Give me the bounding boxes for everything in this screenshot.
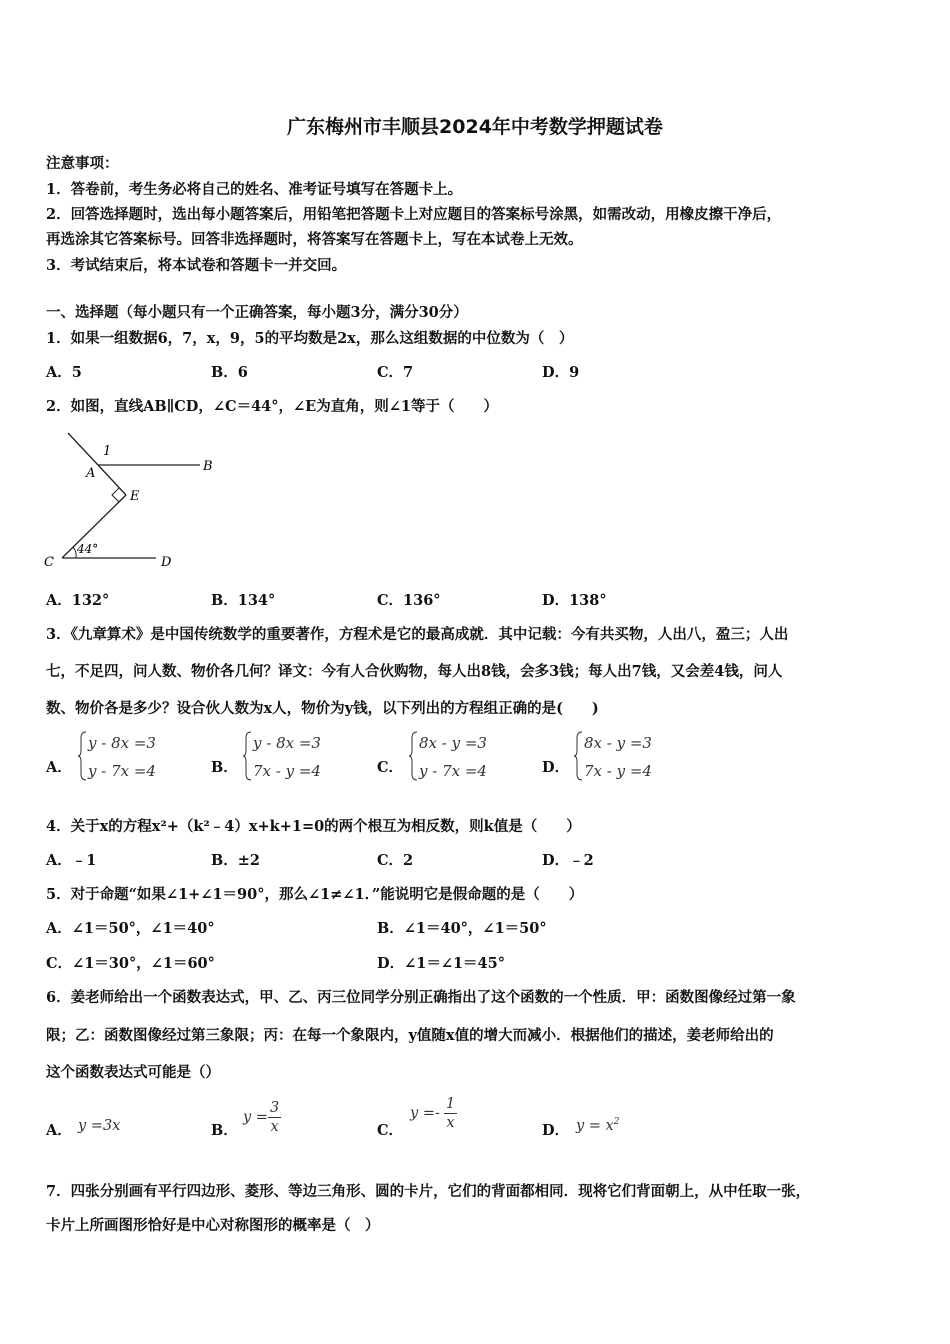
q6-option-c-expr bbox=[410, 1095, 457, 1132]
q6-option-a-label: A． bbox=[46, 1122, 72, 1139]
notice-item-3: 3．考试结束后，将本试卷和答题卡一并交回。 bbox=[46, 257, 347, 274]
q5-option-d: D．∠1＝∠1＝45° bbox=[377, 955, 505, 972]
fig-right-angle-mark bbox=[112, 488, 126, 502]
q6-option-b-label: B． bbox=[211, 1122, 238, 1139]
q1-option-a: A．5 bbox=[46, 364, 82, 381]
q3-option-b-label: B． bbox=[211, 759, 238, 776]
fig-label-a: A bbox=[86, 466, 96, 481]
q6-b-lhs: y = bbox=[243, 1109, 268, 1126]
q6-b-numerator: 3 bbox=[269, 1100, 280, 1116]
notice-item-1: 1．答卷前，考生务必将自己的姓名、准考证号填写在答题卡上。 bbox=[46, 181, 463, 198]
q3-option-a-label: A． bbox=[46, 759, 72, 776]
q1-option-b: B．6 bbox=[211, 364, 248, 381]
q6-d-exponent: 2 bbox=[613, 1117, 620, 1128]
q3-option-c-label: C． bbox=[377, 759, 404, 776]
q6-option-d-label: D． bbox=[542, 1122, 570, 1139]
q4-option-c: C．2 bbox=[377, 852, 414, 869]
q6-b-fraction bbox=[268, 1099, 281, 1136]
page-title: 广东梅州市丰顺县2024年中考数学押题试卷 bbox=[287, 116, 663, 138]
q6-line-3: 这个函数表达式可能是（） bbox=[46, 1064, 220, 1081]
q3-b-eq2: 7x - y =4 bbox=[253, 762, 321, 780]
q6-line-1: 6．姜老师给出一个函数表达式，甲、乙、丙三位同学分别正确指出了这个函数的一个性质．甲：函数图像经过第一象 bbox=[46, 989, 796, 1006]
q4-stem: 4．关于x的方程x²+（k²﹣4）x+k+1=0的两个根互为相反数，则k值是（ ） bbox=[46, 818, 581, 835]
q6-option-c-label: C． bbox=[377, 1122, 404, 1139]
q6-option-b-expr bbox=[243, 1099, 281, 1136]
q3-c-eq1: 8x - y =3 bbox=[419, 734, 487, 752]
fig-label-e: E bbox=[130, 489, 140, 504]
q3-b-eq1: y - 8x =3 bbox=[253, 734, 321, 752]
q3-line-2: 七，不足四，问人数、物价各几何？译文：今有人合伙购物，每人出8钱，会多3钱；每人出7钱，又会差4钱，问人 bbox=[46, 663, 783, 680]
q2-option-c: C．136° bbox=[377, 592, 441, 609]
q6-c-lhs: y =- bbox=[410, 1105, 440, 1122]
q5-option-a: A．∠1＝50°，∠1＝40° bbox=[46, 920, 215, 937]
q3-a-eq2: y - 7x =4 bbox=[88, 762, 156, 780]
notice-item-2b: 再选涂其它答案标号。回答非选择题时，将答案写在答题卡上，写在本试卷上无效。 bbox=[46, 231, 583, 248]
q3-option-d-label: D． bbox=[542, 759, 570, 776]
fig-label-c: C bbox=[44, 555, 54, 570]
fig-label-1: 1 bbox=[103, 444, 112, 459]
q2-option-a: A．132° bbox=[46, 592, 110, 609]
q3-line-3: 数、物价各是多少？设合伙人数为x人，物价为y钱，以下列出的方程组正确的是( ) bbox=[46, 700, 599, 717]
section-heading: 一、选择题（每小题只有一个正确答案，每小题3分，满分30分） bbox=[46, 304, 468, 321]
q3-d-eq1: 8x - y =3 bbox=[584, 734, 652, 752]
fig-label-b: B bbox=[203, 459, 213, 474]
q6-option-d-expr bbox=[576, 1117, 619, 1134]
q2-stem: 2．如图，直线AB∥CD，∠C＝44°，∠E为直角，则∠1等于（ ） bbox=[46, 398, 498, 415]
notice-heading: 注意事项： bbox=[46, 155, 119, 172]
q6-b-denominator: x bbox=[270, 1119, 279, 1135]
q1-option-c: C．7 bbox=[377, 364, 414, 381]
q7-line-2: 卡片上所画图形恰好是中心对称图形的概率是（ ） bbox=[46, 1217, 380, 1234]
q6-d-base: y = x bbox=[576, 1118, 614, 1134]
q6-c-numerator: 1 bbox=[445, 1096, 456, 1112]
q7-line-1: 7．四张分别画有平行四边形、菱形、等边三角形、圆的卡片，它们的背面都相同．现将它们背面朝上，从中任取一张， bbox=[46, 1183, 811, 1200]
q3-c-eq2: y - 7x =4 bbox=[419, 762, 487, 780]
q6-option-a-expr: y =3x bbox=[78, 1118, 121, 1134]
q4-option-b: B．±2 bbox=[211, 852, 260, 869]
fig-angle-label: 44° bbox=[77, 542, 99, 556]
q2-option-b: B．134° bbox=[211, 592, 276, 609]
q3-a-eq1: y - 8x =3 bbox=[88, 734, 156, 752]
q1-stem: 1．如果一组数据6，7，x，9，5的平均数是2x，那么这组数据的中位数为（ ） bbox=[46, 330, 574, 347]
notice-item-2a: 2．回答选择题时，选出每小题答案后，用铅笔把答题卡上对应题目的答案标号涂黑，如需改动，用橡皮擦干净后， bbox=[46, 206, 782, 223]
fig-line-ae bbox=[98, 465, 126, 495]
fig-angle-arc bbox=[73, 547, 76, 558]
q6-c-denominator: x bbox=[446, 1115, 455, 1131]
q5-option-b: B．∠1＝40°，∠1＝50° bbox=[377, 920, 547, 937]
q6-c-fraction bbox=[444, 1095, 457, 1132]
q5-option-c: C．∠1＝30°，∠1＝60° bbox=[46, 955, 215, 972]
fig-label-d: D bbox=[161, 555, 172, 570]
q2-figure bbox=[40, 425, 230, 575]
q1-option-d: D．9 bbox=[542, 364, 580, 381]
q2-option-d: D．138° bbox=[542, 592, 607, 609]
q3-line-1: 3．《九章算术》是中国传统数学的重要著作，方程术是它的最高成就．其中记载：今有共买物，人出八，盈三；人出 bbox=[46, 626, 789, 643]
q5-stem: 5．对于命题“如果∠1+∠1＝90°，那么∠1≠∠1．”能说明它是假命题的是（ ） bbox=[46, 886, 584, 903]
q4-option-d: D．﹣2 bbox=[542, 852, 594, 869]
fig-line-a-ext bbox=[68, 433, 98, 465]
q3-d-eq2: 7x - y =4 bbox=[584, 762, 652, 780]
q6-line-2: 限；乙：函数图像经过第三象限；丙：在每一个象限内，y值随x值的增大而减小．根据他们的描述，姜老师给出的 bbox=[46, 1027, 774, 1044]
q4-option-a: A．﹣1 bbox=[46, 852, 97, 869]
